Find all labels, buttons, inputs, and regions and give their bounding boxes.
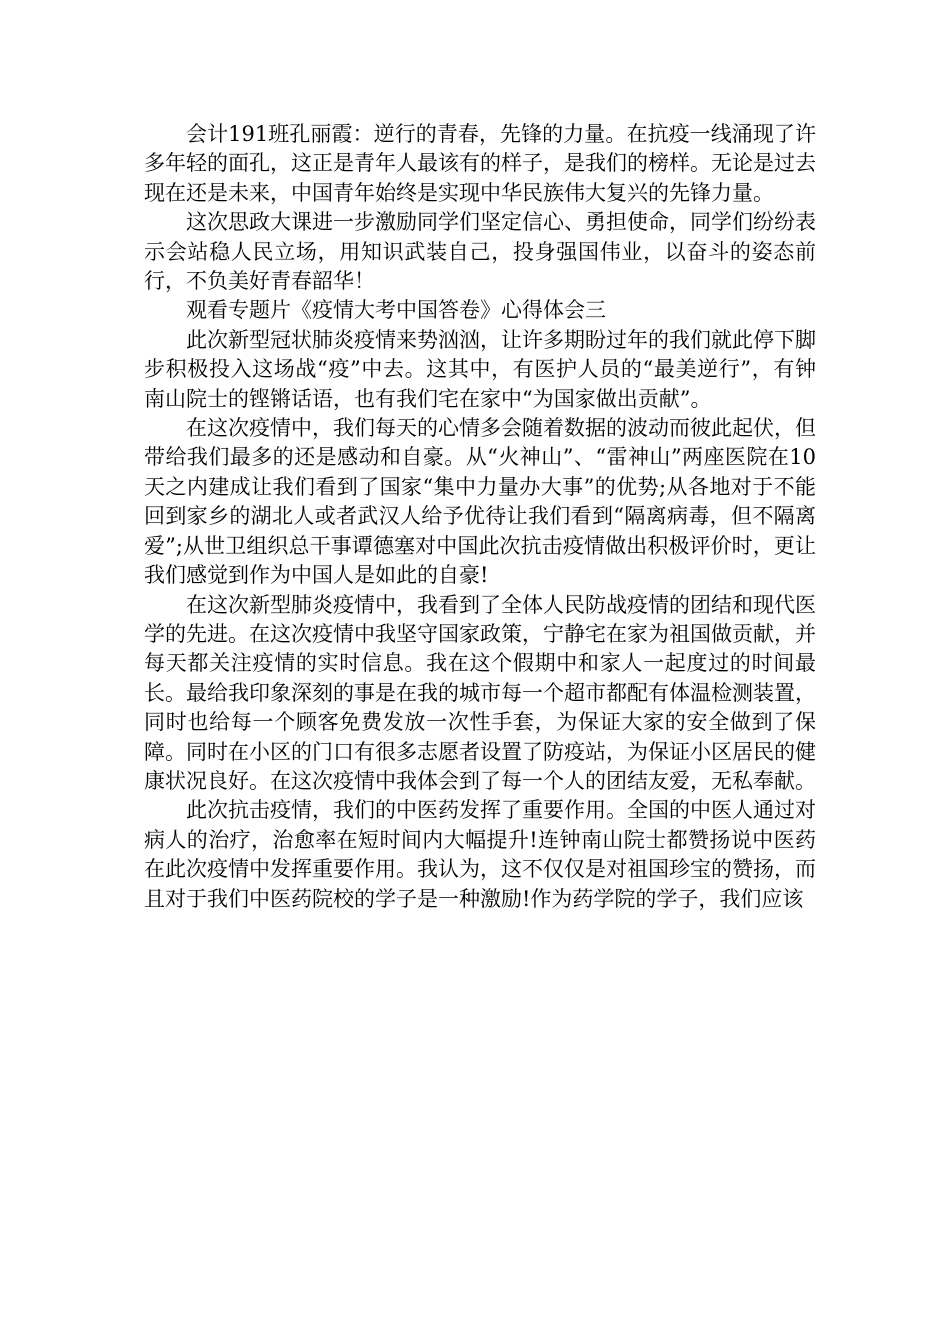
- paragraph-si-zheng-da-ke: 这次思政大课进一步激励同学们坚定信心、勇担使命，同学们纷纷表示会站稳人民立场，用知识武装自己，投身强国伟业，以奋斗的姿态前行，不负美好青春韶华！: [144, 210, 816, 294]
- paragraph-tuan-jie-you-ai: 在这次新型肺炎疫情中，我看到了全体人民防战疫情的团结和现代医学的先进。在这次疫情中我坚守国家政策，宁静宅在家为祖国做贡献，并每天都关注疫情的实时信息。我在这个假期中和家人一起度过的时间最长。最给我印象深刻的事是在我的城市每一个超市都配有体温检测装置，同时也给每一个顾客免费发放一次性手套，为保证大家的安全做到了保障。同时在小区的门口有很多志愿者设置了防疫站，为保证小区居民的健康状况良好。在这次疫情中我体会到了每一个人的团结友爱，无私奉献。: [144, 592, 816, 793]
- paragraph-kuai-ji-191: 会计191班孔丽霞：逆行的青春，先锋的力量。在抗疫一线涌现了许多年轻的面孔，这正是青年人最该有的样子，是我们的榜样。无论是过去现在还是未来，中国青年始终是实现中华民族伟大复兴的先锋力量。: [144, 122, 816, 205]
- paragraph-yi-qing-lai-shi: 此次新型冠状肺炎疫情来势汹汹，让许多期盼过年的我们就此停下脚步积极投入这场战“疫”中去。这其中，有医护人员的“最美逆行”，有钟南山院士的铿锵话语，也有我们宅在家中“为国家做出贡献”。: [144, 327, 816, 411]
- paragraph-xin-qing-qi-fu: 在这次疫情中，我们每天的心情多会随着数据的波动而彼此起伏，但带给我们最多的还是感动和自豪。从“火神山”、“雷神山”两座医院在10天之内建成让我们看到了国家“集中力量办大事”的优势;从各地对于不能回到家乡的湖北人或者武汉人给予优待让我们看到“隔离病毒，但不隔离爱”;从世卫组织总干事谭德塞对中国此次抗击疫情做出积极评价时，更让我们感觉到作为中国人是如此的自豪!: [144, 416, 816, 588]
- section-heading-xin-de-ti-hui-san: 观看专题片《疫情大考中国答卷》心得体会三: [186, 298, 606, 323]
- paragraph-zhong-yi-yao: 此次抗击疫情，我们的中医药发挥了重要作用。全国的中医人通过对病人的治疗，治愈率在短时间内大幅提升!连钟南山院士都赞扬说中医药在此次疫情中发挥重要作用。我认为，这不仅仅是对祖国珍宝的赞扬，而且对于我们中医药院校的学子是一种激励!作为药学院的学子，我们应该: [144, 798, 816, 911]
- document-body: [144, 120, 816, 914]
